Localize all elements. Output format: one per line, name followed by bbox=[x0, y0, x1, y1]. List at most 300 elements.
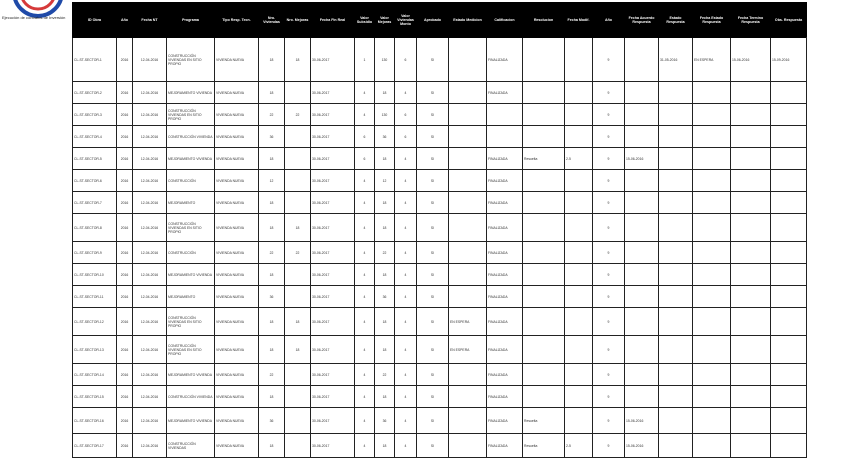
table-cell bbox=[731, 82, 771, 104]
table-cell: 4 bbox=[395, 242, 417, 264]
table-cell bbox=[285, 408, 311, 434]
table-cell bbox=[565, 214, 593, 242]
table-cell: 4 bbox=[355, 192, 375, 214]
table-cell bbox=[565, 126, 593, 148]
table-cell: SI bbox=[417, 386, 449, 408]
table-cell bbox=[285, 170, 311, 192]
table-cell bbox=[771, 242, 807, 264]
table-cell: CL-ST-SECTOR-1 bbox=[73, 38, 117, 82]
column-header: Fecha Modif. bbox=[565, 3, 593, 38]
table-cell bbox=[625, 336, 659, 364]
table-cell: 2016 bbox=[117, 104, 133, 126]
table-cell: CONSTRUCCIÓN VIVIENDAS EN SITIO PROPIO bbox=[167, 308, 215, 336]
table-cell: 9 bbox=[593, 126, 625, 148]
table-cell: 12-04-2016 bbox=[133, 126, 167, 148]
table-cell: 1 bbox=[355, 38, 375, 82]
table-cell: 2016 bbox=[117, 308, 133, 336]
table-cell: FINALIZADA bbox=[487, 148, 523, 170]
table-row bbox=[73, 286, 807, 308]
table-cell: MEJORAMIENTO bbox=[167, 286, 215, 308]
table-cell bbox=[771, 336, 807, 364]
table-cell: 18 bbox=[259, 214, 285, 242]
table-cell bbox=[771, 192, 807, 214]
table-cell bbox=[285, 82, 311, 104]
table-cell: VIVIENDA NUEVA bbox=[215, 364, 259, 386]
table-cell: 4 bbox=[395, 170, 417, 192]
table-cell bbox=[693, 170, 731, 192]
table-cell bbox=[523, 170, 565, 192]
table-cell: FINALIZADA bbox=[487, 286, 523, 308]
table-cell: 4 bbox=[355, 104, 375, 126]
table-cell bbox=[693, 308, 731, 336]
table-cell bbox=[693, 336, 731, 364]
table-cell: 9 bbox=[593, 214, 625, 242]
table-cell: CONSTRUCCIÓN VIVIENDAS EN SITIO PROPIO bbox=[167, 214, 215, 242]
table-row bbox=[73, 336, 807, 364]
table-cell bbox=[449, 434, 487, 458]
table-cell bbox=[487, 126, 523, 148]
table-cell: 22 bbox=[259, 364, 285, 386]
table-cell bbox=[285, 286, 311, 308]
table-cell: 4 bbox=[395, 336, 417, 364]
table-cell: Resuelta bbox=[523, 408, 565, 434]
table-cell: VIVIENDA NUEVA bbox=[215, 434, 259, 458]
table-row bbox=[73, 308, 807, 336]
table-cell bbox=[523, 104, 565, 126]
table-cell: 18 bbox=[259, 38, 285, 82]
table-cell bbox=[693, 408, 731, 434]
table-cell: 22 bbox=[375, 242, 395, 264]
table-cell bbox=[523, 82, 565, 104]
table-cell: 9 bbox=[593, 386, 625, 408]
table-cell: 30-06-2017 bbox=[311, 38, 355, 82]
table-cell bbox=[731, 386, 771, 408]
table-row bbox=[73, 264, 807, 286]
table-cell: 36 bbox=[375, 126, 395, 148]
table-cell bbox=[731, 408, 771, 434]
table-cell bbox=[449, 148, 487, 170]
table-cell: 30-06-2017 bbox=[311, 192, 355, 214]
table-cell: VIVIENDA NUEVA bbox=[215, 386, 259, 408]
table-cell: VIVIENDA NUEVA bbox=[215, 242, 259, 264]
table-cell: 30-06-2017 bbox=[311, 264, 355, 286]
table-cell: 30-06-2017 bbox=[311, 308, 355, 336]
table-cell: 36 bbox=[375, 286, 395, 308]
table-cell: 18 bbox=[375, 192, 395, 214]
table-cell bbox=[659, 434, 693, 458]
table-cell: FINALIZADA bbox=[487, 192, 523, 214]
table-header-row bbox=[73, 3, 807, 38]
table-cell: FINALIZADA bbox=[487, 408, 523, 434]
table-row bbox=[73, 408, 807, 434]
table-cell bbox=[771, 126, 807, 148]
table-cell: 6 bbox=[355, 148, 375, 170]
table-cell: 12 bbox=[259, 170, 285, 192]
table-cell: SI bbox=[417, 434, 449, 458]
table-cell: 18 bbox=[259, 434, 285, 458]
table-cell bbox=[625, 214, 659, 242]
column-header: Fecha NT bbox=[133, 3, 167, 38]
column-header: Resolucion bbox=[523, 3, 565, 38]
table-cell bbox=[625, 286, 659, 308]
table-cell: 4 bbox=[355, 336, 375, 364]
table-cell: 30-06-2017 bbox=[311, 126, 355, 148]
table-cell: 22 bbox=[259, 104, 285, 126]
table-cell: 22 bbox=[285, 104, 311, 126]
table-cell bbox=[523, 308, 565, 336]
table-cell: 2016 bbox=[117, 170, 133, 192]
table-cell: CONSTRUCCIÓN bbox=[167, 242, 215, 264]
table-cell bbox=[523, 38, 565, 82]
table-cell bbox=[565, 104, 593, 126]
table-cell: 2016 bbox=[117, 264, 133, 286]
table-cell: CONSTRUCCIÓN VIVIENDA bbox=[167, 386, 215, 408]
table-cell: 30-06-2017 bbox=[311, 408, 355, 434]
table-cell: 4 bbox=[355, 408, 375, 434]
column-header: ID Obra bbox=[73, 3, 117, 38]
table-cell bbox=[449, 82, 487, 104]
table-cell: 4 bbox=[355, 364, 375, 386]
table-cell bbox=[285, 386, 311, 408]
table-cell: Resuelta bbox=[523, 434, 565, 458]
table-cell: 4 bbox=[395, 286, 417, 308]
table-cell bbox=[659, 214, 693, 242]
table-cell bbox=[731, 264, 771, 286]
table-cell bbox=[771, 286, 807, 308]
table-cell: 4 bbox=[395, 82, 417, 104]
table-cell bbox=[625, 264, 659, 286]
table-cell: CL-ST-SECTOR-9 bbox=[73, 242, 117, 264]
table-cell: CL-ST-SECTOR-13 bbox=[73, 336, 117, 364]
column-header: Fecha Fin Real bbox=[311, 3, 355, 38]
table-cell bbox=[565, 336, 593, 364]
table-row bbox=[73, 364, 807, 386]
table-cell bbox=[693, 434, 731, 458]
table-cell bbox=[449, 170, 487, 192]
table-cell: 18 bbox=[285, 308, 311, 336]
table-cell bbox=[693, 192, 731, 214]
page-caption: Ejecución de contratos de Inversión bbox=[2, 15, 66, 20]
table-cell: 18 bbox=[259, 386, 285, 408]
table-cell: CL-ST-SECTOR-3 bbox=[73, 104, 117, 126]
table-cell: CL-ST-SECTOR-11 bbox=[73, 286, 117, 308]
column-header: Nro. Viviendas bbox=[259, 3, 285, 38]
table-cell bbox=[449, 264, 487, 286]
table-cell bbox=[523, 336, 565, 364]
table-cell: 2016 bbox=[117, 286, 133, 308]
table-cell: 30-06-2017 bbox=[311, 336, 355, 364]
table-cell: 2016 bbox=[117, 408, 133, 434]
table-cell: 4 bbox=[355, 434, 375, 458]
table-cell bbox=[659, 148, 693, 170]
table-cell: 12-04-2016 bbox=[133, 242, 167, 264]
table-cell bbox=[523, 242, 565, 264]
table-cell bbox=[449, 408, 487, 434]
table-cell: 4 bbox=[395, 408, 417, 434]
table-cell: VIVIENDA NUEVA bbox=[215, 38, 259, 82]
table-row bbox=[73, 386, 807, 408]
table-cell bbox=[731, 286, 771, 308]
table-cell: VIVIENDA NUEVA bbox=[215, 214, 259, 242]
table-cell: SI bbox=[417, 104, 449, 126]
table-cell: 4 bbox=[395, 192, 417, 214]
table-cell: 4 bbox=[355, 264, 375, 286]
table-cell: 130 bbox=[375, 104, 395, 126]
table-cell: 12-04-2016 bbox=[133, 214, 167, 242]
table-cell: 15-06-2016 bbox=[731, 38, 771, 82]
table-cell: 9 bbox=[593, 286, 625, 308]
table-cell bbox=[625, 82, 659, 104]
table-row bbox=[73, 192, 807, 214]
table-cell bbox=[771, 364, 807, 386]
table-cell: EN ESPERA bbox=[449, 336, 487, 364]
table-cell: 15-06-2016 bbox=[625, 434, 659, 458]
table-cell bbox=[659, 192, 693, 214]
table-cell bbox=[771, 434, 807, 458]
table-cell: 22 bbox=[285, 242, 311, 264]
table-cell: 6 bbox=[395, 104, 417, 126]
table-cell bbox=[659, 408, 693, 434]
table-cell bbox=[523, 286, 565, 308]
table-cell bbox=[565, 308, 593, 336]
table-row bbox=[73, 170, 807, 192]
table-cell: SI bbox=[417, 192, 449, 214]
table-cell: CONSTRUCCIÓN VIVIENDA bbox=[167, 126, 215, 148]
table-cell: 15-06-2016 bbox=[625, 408, 659, 434]
table-cell: 2016 bbox=[117, 126, 133, 148]
table-cell: 4 bbox=[355, 170, 375, 192]
table-cell: SI bbox=[417, 264, 449, 286]
table-cell: 30-06-2017 bbox=[311, 214, 355, 242]
table-cell: 2016 bbox=[117, 38, 133, 82]
table-cell: 18 bbox=[259, 308, 285, 336]
table-cell: 2016 bbox=[117, 434, 133, 458]
table-cell: 30-06-2017 bbox=[311, 170, 355, 192]
table-cell bbox=[659, 308, 693, 336]
table-cell: 18 bbox=[375, 82, 395, 104]
table-cell: VIVIENDA NUEVA bbox=[215, 408, 259, 434]
table-cell bbox=[523, 192, 565, 214]
table-cell: 9 bbox=[593, 82, 625, 104]
table-cell: MEJORAMIENTO VIVIENDA bbox=[167, 364, 215, 386]
table-cell: FINALIZADA bbox=[487, 170, 523, 192]
table-cell bbox=[693, 386, 731, 408]
column-header: Año bbox=[117, 3, 133, 38]
table-cell bbox=[693, 264, 731, 286]
table-cell: CONSTRUCCIÓN VIVIENDAS EN SITIO PROPIO bbox=[167, 38, 215, 82]
table-cell bbox=[449, 104, 487, 126]
table-cell: FINALIZADA bbox=[487, 386, 523, 408]
table-cell bbox=[565, 170, 593, 192]
table-cell: 18 bbox=[375, 336, 395, 364]
table-cell bbox=[523, 214, 565, 242]
table-cell: 4 bbox=[355, 286, 375, 308]
table-cell bbox=[449, 242, 487, 264]
table-cell: 6 bbox=[355, 126, 375, 148]
table-cell: 12-04-2016 bbox=[133, 82, 167, 104]
table-cell: CL-ST-SECTOR-12 bbox=[73, 308, 117, 336]
table-cell bbox=[285, 192, 311, 214]
table-cell: FINALIZADA bbox=[487, 336, 523, 364]
table-cell: 2016 bbox=[117, 82, 133, 104]
table-cell: 2016 bbox=[117, 242, 133, 264]
table-cell: CL-ST-SECTOR-6 bbox=[73, 170, 117, 192]
table-cell: EN ESPERA bbox=[449, 308, 487, 336]
table-cell bbox=[771, 82, 807, 104]
table-cell bbox=[693, 126, 731, 148]
table-cell: FINALIZADA bbox=[487, 264, 523, 286]
table-row bbox=[73, 214, 807, 242]
table-cell: 4 bbox=[355, 82, 375, 104]
table-cell bbox=[771, 214, 807, 242]
table-cell: VIVIENDA NUEVA bbox=[215, 82, 259, 104]
table-cell: 9 bbox=[593, 364, 625, 386]
table-cell: VIVIENDA NUEVA bbox=[215, 308, 259, 336]
table-cell: 4 bbox=[395, 264, 417, 286]
table-cell: MEJORAMIENTO bbox=[167, 192, 215, 214]
table-cell: 12-04-2016 bbox=[133, 336, 167, 364]
table-cell: CONSTRUCCIÓN VIVIENDAS EN SITIO PROPIO bbox=[167, 104, 215, 126]
column-header: Fecha Estado Respuesta bbox=[693, 3, 731, 38]
table-cell bbox=[731, 434, 771, 458]
table-cell bbox=[523, 364, 565, 386]
table-cell bbox=[449, 214, 487, 242]
table-cell: 12-04-2016 bbox=[133, 170, 167, 192]
table-cell bbox=[449, 286, 487, 308]
table-cell bbox=[731, 104, 771, 126]
table-cell: MEJORAMIENTO VIVIENDA bbox=[167, 82, 215, 104]
table-cell: 12-04-2016 bbox=[133, 408, 167, 434]
table-cell: 15-09-2016 bbox=[771, 38, 807, 82]
table-cell: CL-ST-SECTOR-15 bbox=[73, 386, 117, 408]
table-cell: 4 bbox=[395, 386, 417, 408]
table-cell: 18 bbox=[259, 336, 285, 364]
table-cell: 4 bbox=[355, 214, 375, 242]
table-cell bbox=[285, 126, 311, 148]
table-cell: VIVIENDA NUEVA bbox=[215, 192, 259, 214]
table-cell: 18 bbox=[375, 308, 395, 336]
table-cell: 18 bbox=[375, 264, 395, 286]
table-cell bbox=[693, 364, 731, 386]
table-cell bbox=[523, 264, 565, 286]
table-cell: CL-ST-SECTOR-5 bbox=[73, 148, 117, 170]
table-cell: VIVIENDA NUEVA bbox=[215, 336, 259, 364]
table-cell bbox=[625, 38, 659, 82]
table-cell bbox=[487, 104, 523, 126]
table-cell: 18 bbox=[259, 192, 285, 214]
contracts-table bbox=[72, 2, 807, 458]
table-cell: SI bbox=[417, 126, 449, 148]
table-cell bbox=[565, 38, 593, 82]
table-cell bbox=[771, 308, 807, 336]
table-cell: 36 bbox=[375, 408, 395, 434]
table-cell: SI bbox=[417, 286, 449, 308]
table-cell bbox=[625, 126, 659, 148]
table-cell: 9 bbox=[593, 336, 625, 364]
column-header: Fecha Acuerdo Respuesta bbox=[625, 3, 659, 38]
table-cell: FINALIZADA bbox=[487, 242, 523, 264]
table-cell: 30-06-2017 bbox=[311, 386, 355, 408]
table-cell: CL-ST-SECTOR-4 bbox=[73, 126, 117, 148]
table-cell bbox=[285, 434, 311, 458]
table-cell: 9 bbox=[593, 148, 625, 170]
column-header: Valor Viviendas Monto bbox=[395, 3, 417, 38]
table-cell: 36 bbox=[259, 286, 285, 308]
table-cell: EN ESPERA bbox=[693, 38, 731, 82]
table-row bbox=[73, 434, 807, 458]
table-cell bbox=[731, 126, 771, 148]
table-cell: 18 bbox=[375, 148, 395, 170]
table-cell bbox=[565, 242, 593, 264]
table-cell: 4 bbox=[395, 308, 417, 336]
table-cell: SI bbox=[417, 214, 449, 242]
table-cell bbox=[565, 286, 593, 308]
table-cell: 18 bbox=[259, 148, 285, 170]
table-cell: SI bbox=[417, 308, 449, 336]
table-cell: 30-06-2017 bbox=[311, 104, 355, 126]
table-cell bbox=[771, 408, 807, 434]
table-cell: 30-06-2017 bbox=[311, 242, 355, 264]
table-cell bbox=[449, 126, 487, 148]
table-cell: 18 bbox=[375, 386, 395, 408]
table-cell: 4 bbox=[355, 242, 375, 264]
column-header: Estado Respuesta bbox=[659, 3, 693, 38]
table-cell: SI bbox=[417, 82, 449, 104]
table-cell bbox=[565, 264, 593, 286]
table-row bbox=[73, 82, 807, 104]
table-cell: 18 bbox=[375, 214, 395, 242]
table-cell: 4 bbox=[395, 214, 417, 242]
table-cell bbox=[659, 104, 693, 126]
column-header: Año bbox=[593, 3, 625, 38]
table-cell bbox=[731, 364, 771, 386]
table-cell: SI bbox=[417, 408, 449, 434]
table-cell: 15-06-2016 bbox=[625, 148, 659, 170]
table-cell bbox=[449, 386, 487, 408]
column-header: Tipo Resp. Tecn. bbox=[215, 3, 259, 38]
table-cell: 12-04-2016 bbox=[133, 386, 167, 408]
table-cell: MEJORAMIENTO VIVIENDA bbox=[167, 408, 215, 434]
table-cell: 18 bbox=[259, 82, 285, 104]
table-cell: VIVIENDA NUEVA bbox=[215, 126, 259, 148]
table-cell: CONSTRUCCIÓN VIVIENDAS EN SITIO PROPIO bbox=[167, 336, 215, 364]
table-cell: 18 bbox=[285, 214, 311, 242]
table-cell: SI bbox=[417, 336, 449, 364]
table-cell: CL-ST-SECTOR-17 bbox=[73, 434, 117, 458]
table-cell bbox=[659, 336, 693, 364]
table-cell bbox=[659, 126, 693, 148]
table-cell: SI bbox=[417, 170, 449, 192]
table-cell: MEJORAMIENTO VIVIENDA bbox=[167, 148, 215, 170]
table-cell: FINALIZADA bbox=[487, 308, 523, 336]
table-cell: 9 bbox=[593, 242, 625, 264]
table-cell: 12-04-2016 bbox=[133, 364, 167, 386]
table-cell: CL-ST-SECTOR-14 bbox=[73, 364, 117, 386]
table-cell bbox=[449, 364, 487, 386]
table-cell: SI bbox=[417, 38, 449, 82]
table-cell bbox=[731, 148, 771, 170]
table-cell bbox=[693, 148, 731, 170]
table-row bbox=[73, 148, 807, 170]
column-header: Nro. Mejoras bbox=[285, 3, 311, 38]
table-cell bbox=[565, 192, 593, 214]
table-cell: 9 bbox=[593, 408, 625, 434]
table-cell: Resuelta bbox=[523, 148, 565, 170]
table-cell bbox=[659, 264, 693, 286]
table-cell: 9 bbox=[593, 170, 625, 192]
column-header: Fecha Termino Respuesta bbox=[731, 3, 771, 38]
column-header: Programa bbox=[167, 3, 215, 38]
